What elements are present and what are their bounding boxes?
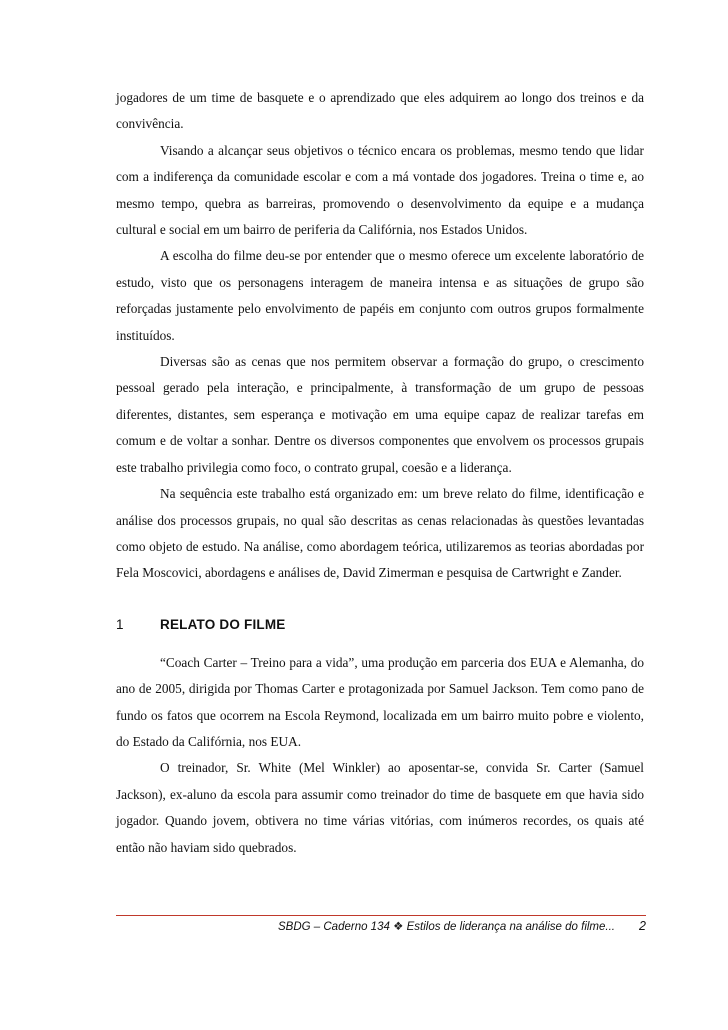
paragraph-continuation: jogadores de um time de basquete e o aprendizado que eles adquirem ao longo dos treinos e da convivência. <box>116 90 644 132</box>
paragraph: Diversas são as cenas que nos permitem observar a formação do grupo, o crescimento pessoal gerado pela interação, e principalmente, à transformação de um grupo de pessoas diferentes, distantes, sem esperança e motivação em uma equipe capaz de realizar tarefas em comum e de voltar a sonhar. Dentre os diversos componentes que envolvem os processos grupais este trabalho privilegia como foco, o contrato grupal, coesão e a liderança. <box>116 354 644 475</box>
footer-article-title: Estilos de liderança na análise do filme... <box>406 921 615 933</box>
paragraph: “Coach Carter – Treino para a vida”, uma produção em parceria dos EUA e Alemanha, do ano de 2005, dirigida por Thomas Carter e protagonizada por Samuel Jackson. Tem como pano de fundo os fatos que ocorrem na Escola Reymond, localizada em um bairro muito pobre e violento, do Estado da Califórnia, nos EUA. <box>116 654 644 749</box>
paragraph: A escolha do filme deu-se por entender que o mesmo oferece um excelente laboratório de estudo, visto que os personagens interagem de maneira intensa e as situações de grupo são reforçadas justamente pelo envolvimento de papéis em conjunto com outros grupos formalmente instituídos. <box>116 248 644 343</box>
footer-divider <box>116 915 646 916</box>
section-number: 1 <box>116 616 124 632</box>
paragraph: Visando a alcançar seus objetivos o técnico encara os problemas, mesmo tendo que lidar com a indiferença da comunidade escolar e com a má vontade dos jogadores. Treina o time e, ao mesmo tempo, quebra as barreiras, promovendo o desenvolvimento da equipe e a mudança cultural e social em um bairro de periferia da Califórnia, nos Estados Unidos. <box>116 142 644 238</box>
body-text <box>116 85 644 861</box>
section-heading <box>116 612 644 638</box>
page-number: 2 <box>639 919 646 933</box>
paragraph: O treinador, Sr. White (Mel Winkler) ao aposentar-se, convida Sr. Carter (Samuel Jackson), ex-aluno da escola para assumir como treinador do time de basquete em que havia sido jogador. Quando jovem, obtivera no time várias vitórias, com inúmeros recordes, os quais até então não haviam sido quebrados. <box>116 760 644 855</box>
paragraph: Na sequência este trabalho está organizado em: um breve relato do filme, identificação e análise dos processos grupais, no qual são descritas as cenas relacionadas às questões levantadas como objeto de estudo. Na análise, como abordagem teórica, utilizaremos as teorias abordadas por Fela Moscovici, abordagens e análises de, David Zimerman e pesquisa de Cartwright e Zander. <box>116 486 644 581</box>
footer-running-title <box>278 918 615 936</box>
footer-journal: SBDG – Caderno 134 <box>278 921 390 933</box>
diamond-icon: ❖ <box>393 921 404 933</box>
section-title: RELATO DO FILME <box>160 616 286 632</box>
